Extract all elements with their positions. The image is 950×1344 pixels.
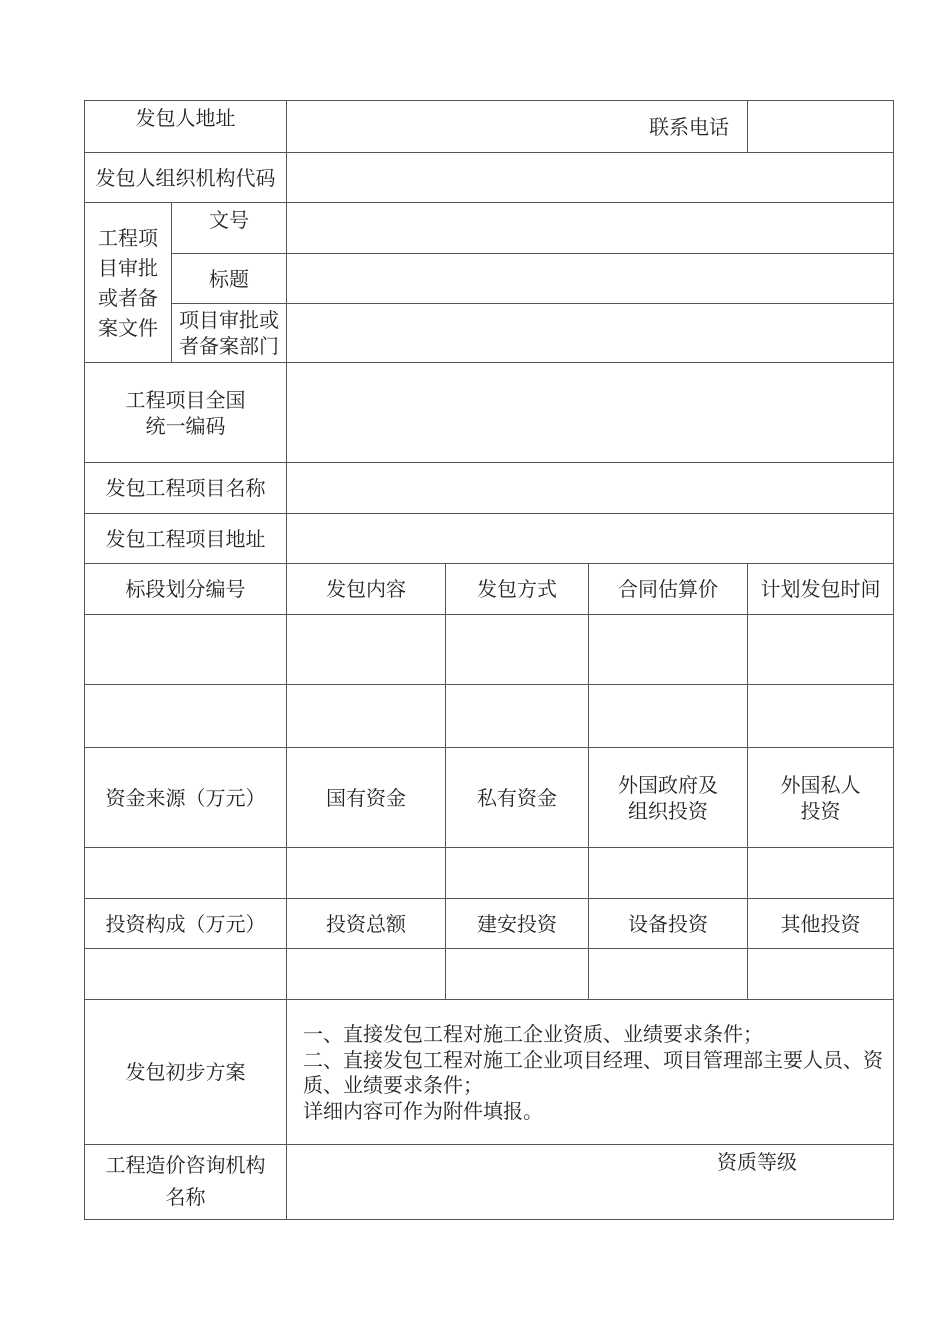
funding-state-label: 国有资金 bbox=[287, 748, 446, 848]
section-cell[interactable] bbox=[85, 685, 287, 748]
investment-value-cell[interactable] bbox=[446, 949, 589, 1000]
contractor-address-field[interactable] bbox=[287, 101, 748, 153]
section-cell[interactable] bbox=[748, 685, 894, 748]
funding-foreign-private-label bbox=[748, 748, 894, 848]
funding-foreign-gov-line1: 外国政府及 bbox=[618, 772, 718, 797]
project-contract-form bbox=[84, 100, 894, 1220]
funding-value-cell[interactable] bbox=[589, 848, 748, 899]
funding-foreign-gov-label bbox=[589, 748, 748, 848]
investment-equipment-label: 设备投资 bbox=[589, 899, 748, 949]
plan-line-2: 二、直接发包工程对施工企业项目经理、项目管理部主要人员、资质、业绩要求条件； bbox=[303, 1047, 883, 1098]
funding-foreign-gov-line2: 组织投资 bbox=[628, 798, 708, 823]
contractor-address-label: 发包人地址 bbox=[85, 101, 287, 153]
national-code-field[interactable] bbox=[287, 363, 894, 463]
investment-total-label: 投资总额 bbox=[287, 899, 446, 949]
org-code-field[interactable] bbox=[287, 153, 894, 203]
section-cell[interactable] bbox=[85, 615, 287, 685]
section-cell[interactable] bbox=[446, 615, 589, 685]
national-code-label-line2: 统一编码 bbox=[145, 413, 226, 438]
plan-line-3: 详细内容可作为附件填报。 bbox=[303, 1098, 543, 1123]
section-cell[interactable] bbox=[287, 685, 446, 748]
consult-label-line2: 名称 bbox=[165, 1185, 206, 1209]
investment-construction-label: 建安投资 bbox=[446, 899, 589, 949]
plan-field[interactable] bbox=[287, 1000, 894, 1145]
funding-foreign-private-line2: 投资 bbox=[800, 798, 841, 823]
plan-label: 发包初步方案 bbox=[85, 1000, 287, 1145]
project-name-label: 发包工程项目名称 bbox=[85, 463, 287, 514]
doc-number-field[interactable] bbox=[287, 203, 894, 254]
investment-other-label: 其他投资 bbox=[748, 899, 894, 949]
title-label: 标题 bbox=[172, 254, 287, 304]
project-name-field[interactable] bbox=[287, 463, 894, 514]
section-cell[interactable] bbox=[748, 615, 894, 685]
section-cell[interactable] bbox=[589, 685, 748, 748]
table-row bbox=[85, 848, 894, 899]
title-field[interactable] bbox=[287, 254, 894, 304]
funding-label: 资金来源（万元） bbox=[85, 748, 287, 848]
consult-label bbox=[85, 1145, 287, 1220]
table-row bbox=[85, 685, 894, 748]
funding-private-label: 私有资金 bbox=[446, 748, 589, 848]
investment-value-cell[interactable] bbox=[85, 949, 287, 1000]
project-address-field[interactable] bbox=[287, 514, 894, 564]
investment-label: 投资构成（万元） bbox=[85, 899, 287, 949]
funding-foreign-private-line1: 外国私人 bbox=[780, 772, 861, 797]
funding-value-cell[interactable] bbox=[85, 848, 287, 899]
investment-value-cell[interactable] bbox=[287, 949, 446, 1000]
approval-dept-label bbox=[172, 304, 287, 363]
approval-dept-field[interactable] bbox=[287, 304, 894, 363]
section-header-content: 发包内容 bbox=[287, 564, 446, 615]
project-address-label: 发包工程项目地址 bbox=[85, 514, 287, 564]
phone-field[interactable] bbox=[748, 101, 894, 153]
funding-value-cell[interactable] bbox=[446, 848, 589, 899]
phone-label: 联系电话 bbox=[649, 114, 729, 139]
plan-text bbox=[287, 1022, 893, 1124]
qualification-label: 资质等级 bbox=[717, 1150, 797, 1174]
consult-label-line1: 工程造价咨询机构 bbox=[105, 1153, 266, 1177]
table-row bbox=[85, 615, 894, 685]
section-header-number: 标段划分编号 bbox=[85, 564, 287, 615]
investment-value-cell[interactable] bbox=[589, 949, 748, 1000]
org-code-label: 发包人组织机构代码 bbox=[85, 153, 287, 203]
investment-value-cell[interactable] bbox=[748, 949, 894, 1000]
doc-number-label: 文号 bbox=[172, 203, 287, 254]
funding-value-cell[interactable] bbox=[287, 848, 446, 899]
plan-line-1: 一、直接发包工程对施工企业资质、业绩要求条件； bbox=[303, 1022, 763, 1046]
approval-group-label: 工程项目审批或者备案文件 bbox=[85, 203, 172, 363]
national-code-label bbox=[85, 363, 287, 463]
approval-dept-label-line1: 项目审批或 bbox=[179, 308, 279, 332]
section-header-price: 合同估算价 bbox=[589, 564, 748, 615]
funding-value-cell[interactable] bbox=[748, 848, 894, 899]
national-code-label-line1: 工程项目全国 bbox=[125, 387, 246, 412]
section-header-time: 计划发包时间 bbox=[748, 564, 894, 615]
table-row bbox=[85, 949, 894, 1000]
consult-field[interactable] bbox=[287, 1145, 894, 1220]
section-cell[interactable] bbox=[287, 615, 446, 685]
approval-dept-label-line2: 者备案部门 bbox=[179, 334, 279, 358]
section-header-method: 发包方式 bbox=[446, 564, 589, 615]
section-cell[interactable] bbox=[446, 685, 589, 748]
section-cell[interactable] bbox=[589, 615, 748, 685]
